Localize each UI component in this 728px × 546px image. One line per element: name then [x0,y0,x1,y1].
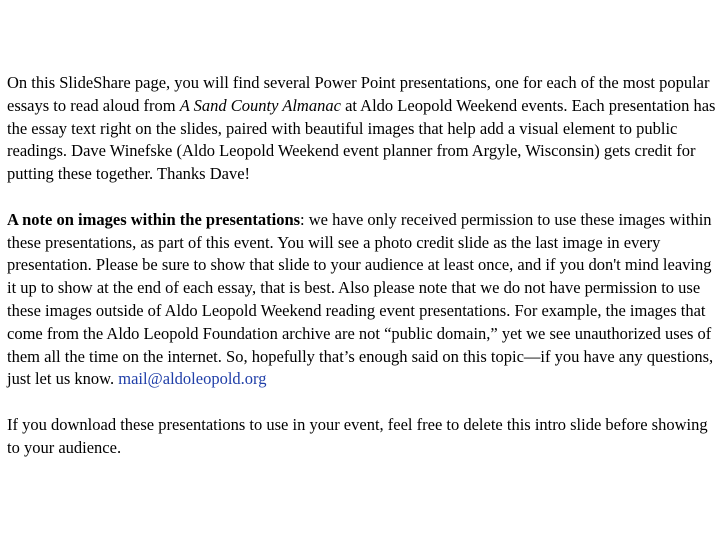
note-heading: A note on images within the presentations [7,209,301,229]
paragraph-spacer [7,391,721,414]
intro-text-end: at Aldo Leopold Weekend events. Each presentation has the essay text right on the slides, paired with beautiful images that help add a visual element to public readings. Dave Winefske (Aldo Leopold Weekend event planner from Argyle, Wisconsin) gets credit for putting these together. Thanks Dave! [7,95,716,184]
note-paragraph [7,209,721,391]
paragraph-spacer [7,186,721,209]
closing-paragraph: If you download these presentations to use in your event, feel free to delete this intro slide before showing to your audience. [7,414,708,457]
book-title: A Sand County Almanac [179,95,341,115]
slide-text-body [7,72,721,460]
note-body: : we have only received permission to use these images within these presentations, as part of this event. You will see a photo credit slide as the last image in every presentation. Please be sure to show that slide to your audience at least once, and if you don't mind leaving it up to show at the end of each essay, that is best. Also please note that we do not have permission to use these images outside of Aldo Leopold Weekend reading event presentations. For example, the images that come from the Aldo Leopold Foundation archive are not “public domain,” yet we see unauthorized uses of them all the time on the internet. So, hopefully that’s enough said on this topic—if you have any questions, just let us know. [7,209,714,389]
intro-text-start: On this SlideShare page, you will find several Power Point presentations, one for each of the most popular essays to read aloud from [7,73,710,115]
email-link[interactable]: mail@aldoleopold.org [118,369,267,389]
intro-paragraph [7,72,721,186]
